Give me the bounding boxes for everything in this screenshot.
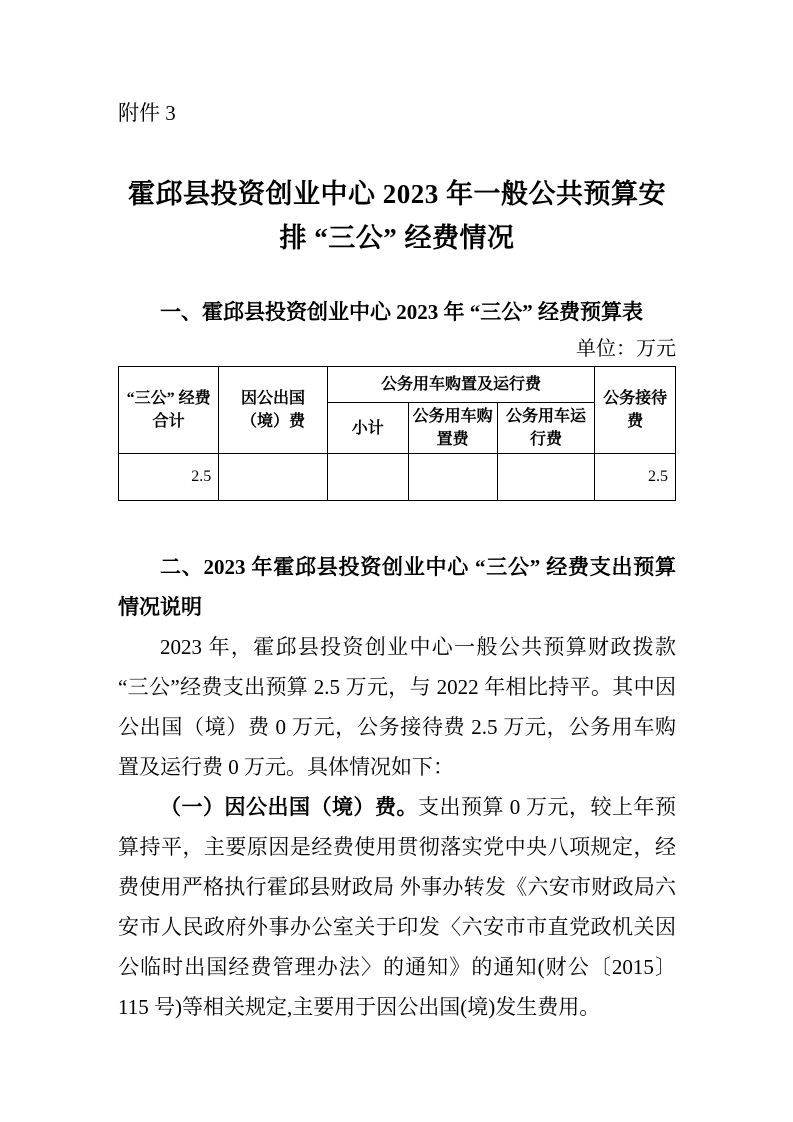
budget-table	[118, 366, 676, 501]
col-header-vehicle-subtotal: 小计	[327, 403, 408, 454]
section2-heading: 二、2023 年霍邱县投资创业中心 “三公” 经费支出预算情况说明	[118, 555, 676, 619]
table-data-row	[119, 454, 676, 501]
section1-heading: 一、霍邱县投资创业中心 2023 年 “三公” 经费预算表	[160, 300, 643, 324]
table-header-row-1	[119, 367, 676, 403]
unit-note: 单位：万元	[576, 338, 676, 360]
col-header-reception-fee: 公务接待费	[595, 367, 676, 454]
paragraph-abroad-fee-lead: （一）因公出国（境）费。	[160, 795, 418, 819]
document-title: 霍邱县投资创业中心 2023 年一般公共预算安排 “三公” 经费情况	[128, 179, 666, 253]
attachment-label: 附件 3	[118, 101, 176, 125]
cell-sangong-total: 2.5	[119, 454, 219, 501]
cell-abroad-fee	[219, 454, 328, 501]
paragraph-budget-overview: 2023 年，霍邱县投资创业中心一般公共预算财政拨款“三公”经费支出预算 2.5 万元，与 2022 年相比持平。其中因公出国（境）费 0 万元，公务接待费 2.5 万元，公务用车购置及运行费 0 万元。具体情况如下：	[118, 635, 676, 779]
cell-vehicle-purchase	[408, 454, 497, 501]
col-header-vehicle-group: 公务用车购置及运行费	[327, 367, 594, 403]
col-header-sangong-total: “三公” 经费合计	[119, 367, 219, 454]
col-header-vehicle-operation: 公务用车运行费	[497, 403, 594, 454]
paragraph-abroad-fee-body: 支出预算 0 万元，较上年预算持平，主要原因是经费使用贯彻落实党中央八项规定，经费使用严格执行霍邱县财政局 外事办转发《六安市财政局六安市人民政府外事办公室关于印发〈六安市市直党政机关因公临时出国经费管理办法〉的通知》的通知(财公〔2015〕115 号)等相关规定,主要用于因公出国(境)发生费用。	[118, 795, 676, 1019]
paragraph-abroad-fee-detail	[118, 787, 676, 1027]
cell-reception-fee: 2.5	[595, 454, 676, 501]
cell-vehicle-operation	[497, 454, 594, 501]
col-header-vehicle-purchase: 公务用车购置费	[408, 403, 497, 454]
col-header-abroad-fee: 因公出国（境）费	[219, 367, 328, 454]
cell-vehicle-subtotal	[327, 454, 408, 501]
